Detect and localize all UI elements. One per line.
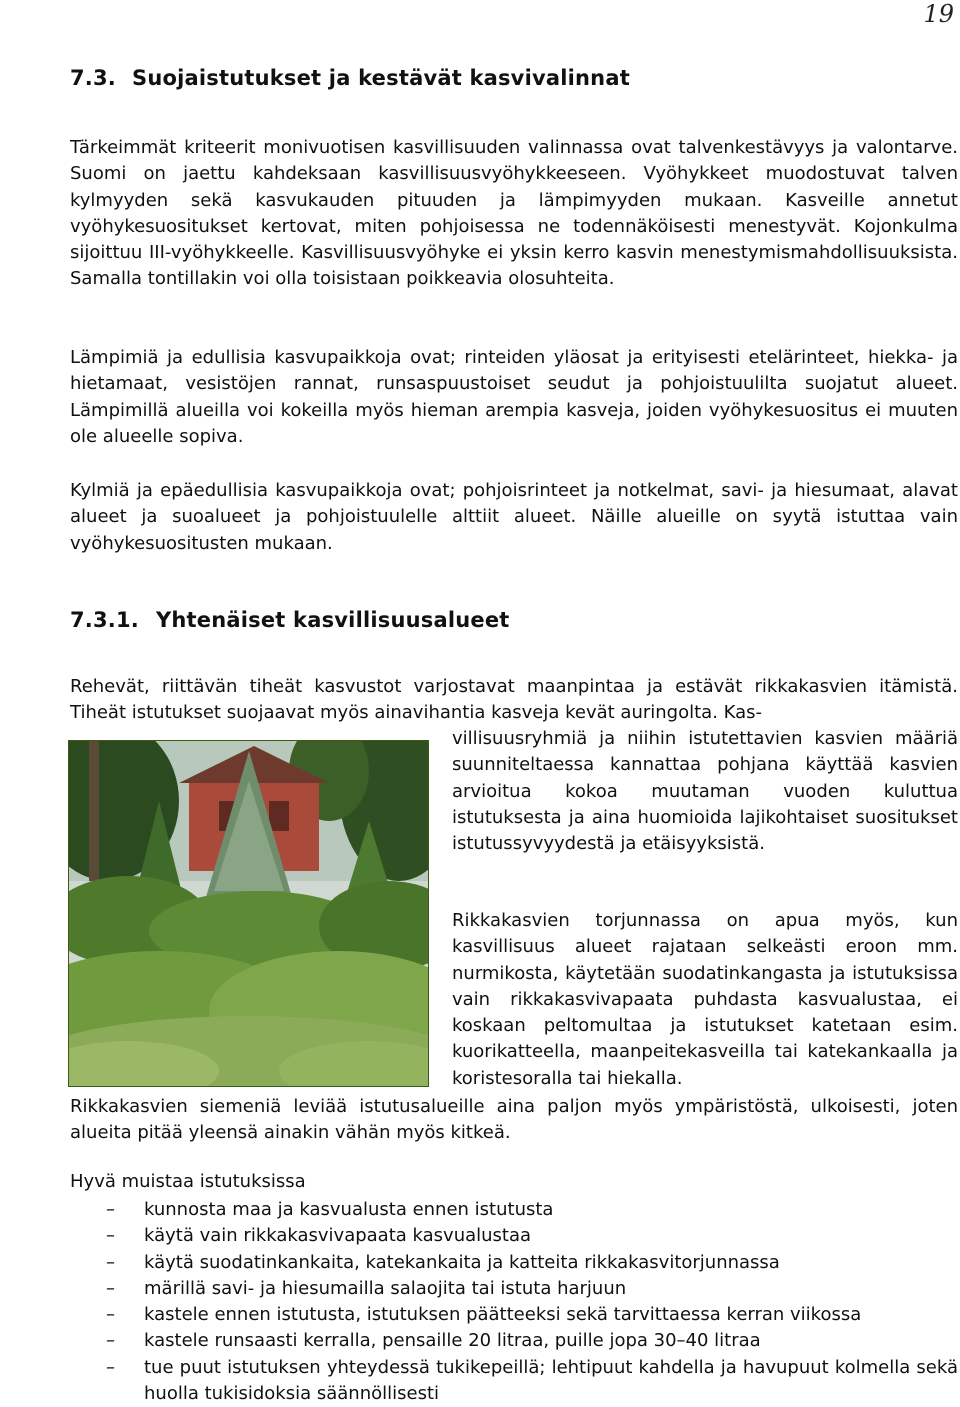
checklist-title: Hyvä muistaa istutuksissa <box>70 1171 306 1192</box>
paragraph-plant-groups: villisuusryhmiä ja niihin istutettavien kasvien määriä suunniteltaessa kannattaa pohjana käyttää kasvien arvioitua kokoa muutaman vuoden kuluttua istutuksesta ja aina huomioida lajikohtaiset suositukset istutussyvyydestä ja etäisyyksistä. <box>452 728 958 855</box>
list-item: – kastele ennen istutusta, istutuksen päätteeksi sekä tarvittaessa kerran viikossa <box>106 1304 862 1326</box>
paragraph-intro: Tärkeimmät kriteerit monivuotisen kasvillisuuden valinnassa ovat talvenkestävyys ja valontarve. Suomi on jaettu kahdeksaan kasvillisuusvyöhykkeeseen. Vyöhykkeet muodostuvat talven kylmyyden sekä kasvukauden pituuden ja lämpimyyden mukaan. Kasveille annetut vyöhykesuositukset kertovat, miten pohjoisessa ne todennäköisesti menestyvät. Kojonkulma sijoittuu III-vyöhykkeelle. Kasvillisuusvyöhyke ei yksin kerro kasvin menestymismahdollisuuksista. Samalla tontillakin voi olla toisistaan poikkeavia olosuhteita. <box>70 137 958 290</box>
page-number: 19 <box>923 0 954 28</box>
section-heading <box>70 66 630 90</box>
subsection-title: Yhtenäiset kasvillisuusalueet <box>156 608 510 632</box>
section-title: Suojaistutukset ja kestävät kasvivalinnat <box>132 66 630 90</box>
paragraph-weed-control: Rikkakasvien torjunnassa on apua myös, kun kasvillisuus alueet rajataan selkeästi eroon mm. nurmikosta, käytetään suodatinkangasta ja istutuksissa vain rikkakasvivapaata puhdasta kasvualustaa, ei koskaan peltomultaa ja istutukset katetaan esim. kuorikatteella, maanpeitekasveilla tai katekankaalla ja koristesoralla tai hiekalla. <box>452 910 958 1089</box>
section-number: 7.3. <box>70 66 116 90</box>
list-item: – märillä savi- ja hiesumailla salaojita tai istuta harjuun <box>106 1277 627 1299</box>
list-item: – käytä suodatinkankaita, katekankaita ja katteita rikkakasvitorjunnassa <box>106 1251 780 1273</box>
paragraph-cold-sites: Kylmiä ja epäedullisia kasvupaikkoja ovat; pohjoisrinteet ja notkelmat, savi- ja hiesumaat, alavat alueet ja suoalueet ja pohjoistuulelle alttiit alueet. Näille alueille on syytä istuttaa vain vyöhykesuositusten mukaan. <box>70 480 958 554</box>
garden-photo <box>68 740 429 1087</box>
paragraph-weed-seeds: Rikkakasvien siemeniä leviää istutusalueille aina paljon myös ympäristöstä, ulkoisesti, joten alueita pitää yleensä ainakin vähän myös kitkeä. <box>70 1096 958 1144</box>
subsection-number: 7.3.1. <box>70 608 139 632</box>
subsection-heading <box>70 608 510 632</box>
paragraph-warm-sites: Lämpimiä ja edullisia kasvupaikkoja ovat; rinteiden yläosat ja erityisesti etelärinteet, hiekka- ja hietamaat, vesistöjen rannat, runsaspuustoiset seudut ja pohjoistuulilta suojatut alueet. Lämpimillä alueilla voi kokeilla myös hieman arempia kasveja, joiden vyöhykesuositus ei muuten ole alueelle sopiva. <box>70 347 958 447</box>
list-item: – kunnosta maa ja kasvualusta ennen istutusta <box>106 1199 554 1220</box>
garden-photo-icon <box>69 741 428 1086</box>
list-item: – käytä vain rikkakasvivapaata kasvualustaa <box>106 1225 532 1247</box>
checklist <box>70 1197 958 1407</box>
list-item: – kastele runsaasti kerralla, pensaille 20 litraa, puille jopa 30–40 litraa <box>106 1330 761 1352</box>
list-item: – tue puut istutuksen yhteydessä tukikepeillä; lehtipuut kahdella ja havupuut kolmella sekä huolla tukisidoksia säännöllisesti <box>106 1356 958 1405</box>
paragraph-dense-planting: Rehevät, riittävän tiheät kasvustot varjostavat maanpintaa ja estävät rikkakasvien itämistä. Tiheät istutukset suojaavat myös ainavihantia kasveja kevät auringolta. Kas- <box>70 676 958 724</box>
